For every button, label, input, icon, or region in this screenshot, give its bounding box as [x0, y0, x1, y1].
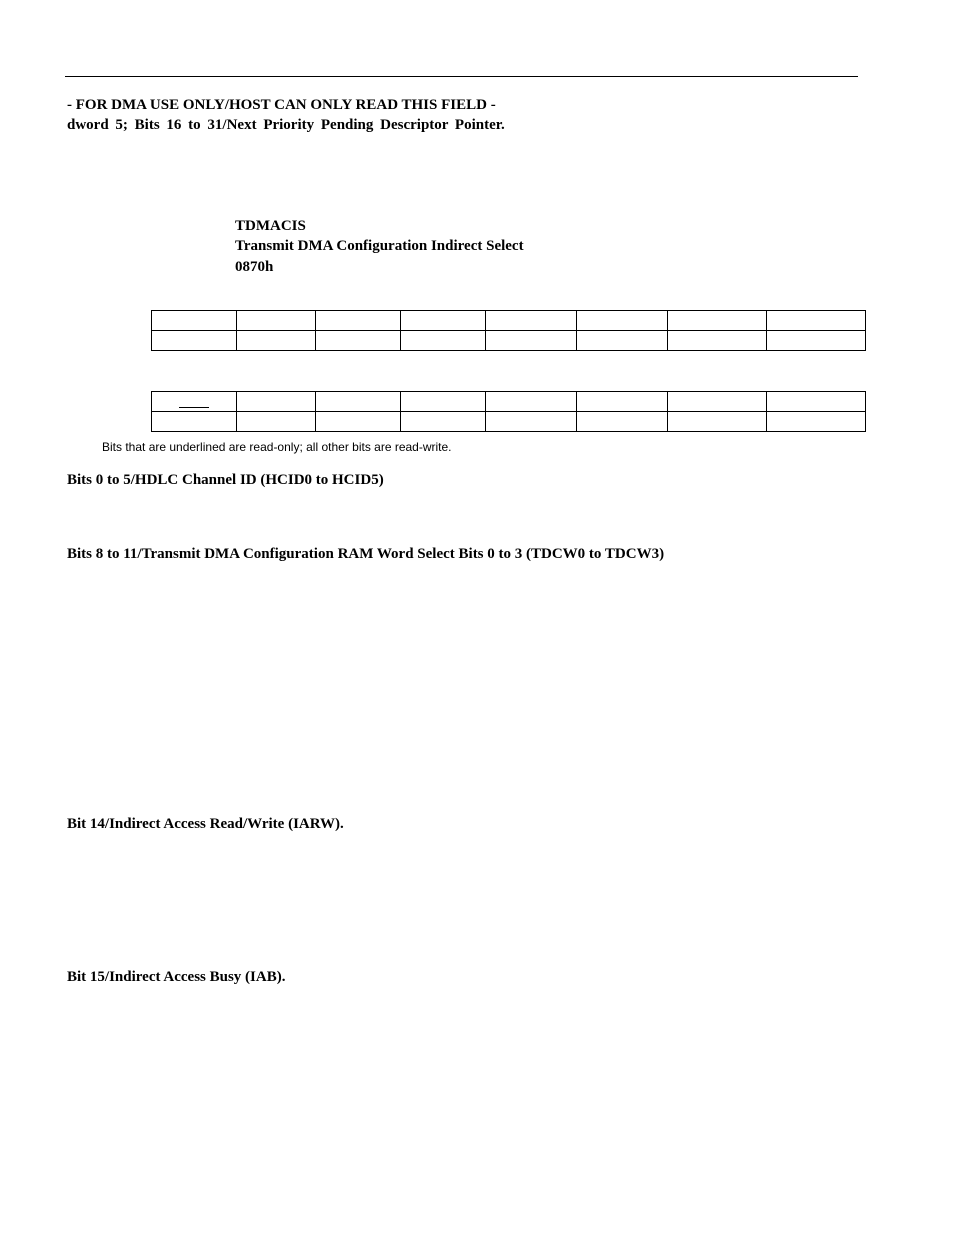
- bit-cell: [486, 412, 577, 432]
- section-heading-iab: Bit 15/Indirect Access Busy (IAB).: [67, 969, 286, 985]
- register-name: TDMACIS: [235, 218, 306, 234]
- register-address: 0870h: [235, 259, 274, 275]
- bit-cell: [152, 412, 237, 432]
- dword5-field-title: dword 5; Bits 16 to 31/Next Priority Pending Descriptor Pointer.: [67, 117, 505, 133]
- bit-cell: [767, 392, 866, 412]
- dma-only-notice: - FOR DMA USE ONLY/HOST CAN ONLY READ THIS FIELD -: [67, 97, 496, 113]
- bit-cell: [668, 412, 767, 432]
- bit-name-row: [152, 392, 866, 412]
- bit-cell: [577, 331, 668, 351]
- bit-cell-read-only: [152, 392, 237, 412]
- bit-table-upper: [151, 310, 866, 351]
- bit-cell: [401, 412, 486, 432]
- bit-cell: [316, 331, 401, 351]
- bit-table-lower: [151, 391, 866, 432]
- bit-default-row: [152, 412, 866, 432]
- bit-cell: [237, 311, 316, 331]
- bit-cell: [486, 311, 577, 331]
- bit-cell: [577, 311, 668, 331]
- bit-cell: [767, 331, 866, 351]
- bit-name-row: [152, 311, 866, 331]
- bit-cell: [486, 331, 577, 351]
- bit-cell: [486, 392, 577, 412]
- section-heading-tdcw: Bits 8 to 11/Transmit DMA Configuration RAM Word Select Bits 0 to 3 (TDCW0 to TDCW3): [67, 546, 665, 562]
- read-only-note: Bits that are underlined are read-only; all other bits are read-write.: [102, 440, 452, 454]
- header-rule: [65, 76, 858, 77]
- bit-cell: [316, 412, 401, 432]
- bit-cell: [401, 392, 486, 412]
- read-only-underline: [179, 397, 209, 408]
- bit-cell: [668, 311, 767, 331]
- bit-cell: [577, 392, 668, 412]
- bit-cell: [316, 311, 401, 331]
- bit-default-row: [152, 331, 866, 351]
- bit-cell: [401, 331, 486, 351]
- bit-cell: [401, 311, 486, 331]
- bit-cell: [152, 311, 237, 331]
- bit-cell: [237, 392, 316, 412]
- section-heading-hcid: Bits 0 to 5/HDLC Channel ID (HCID0 to HCID5): [67, 472, 384, 488]
- bit-cell: [152, 331, 237, 351]
- register-description: Transmit DMA Configuration Indirect Select: [235, 238, 524, 254]
- bit-cell: [668, 392, 767, 412]
- bit-cell: [237, 331, 316, 351]
- section-heading-iarw: Bit 14/Indirect Access Read/Write (IARW).: [67, 816, 344, 832]
- bit-cell: [577, 412, 668, 432]
- bit-cell: [237, 412, 316, 432]
- bit-cell: [767, 311, 866, 331]
- bit-cell: [668, 331, 767, 351]
- bit-cell: [767, 412, 866, 432]
- bit-cell: [316, 392, 401, 412]
